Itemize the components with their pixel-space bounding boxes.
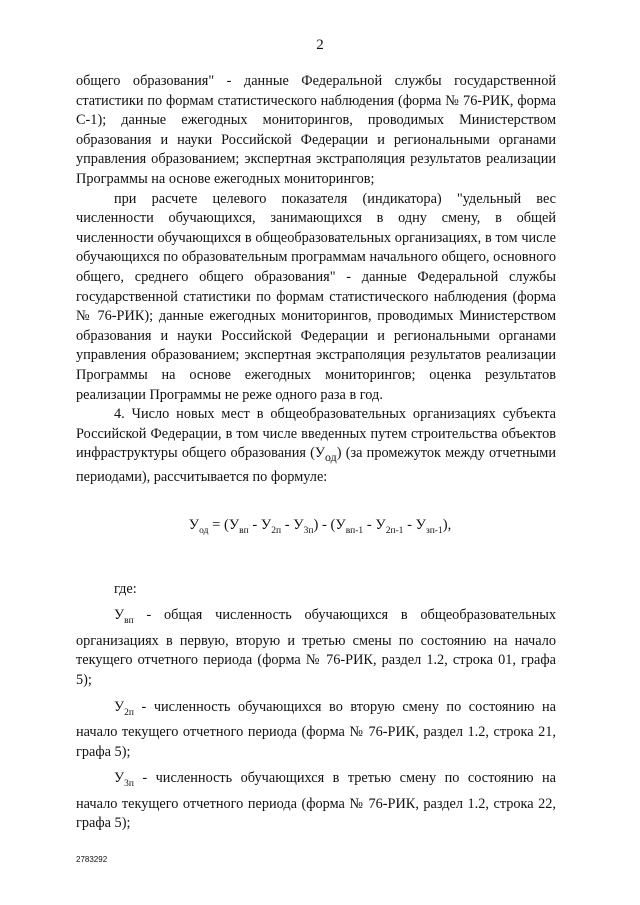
definition-text: - численность обучающихся во вторую смену по состоянию на начало текущего отчетного периода (форма № 76-РИК, раздел 1.2, строка 21, графа 5); — [76, 698, 556, 760]
formula-var: У — [335, 517, 346, 534]
definition-text: - общая численность обучающихся в общеобразовательных организациях в первую, вторую и третью смены по состоянию на начало текущего отчетного периода (форма № 76-РИК, раздел 1.2, строка 01, графа 5); — [76, 607, 556, 689]
formula-var: У — [188, 517, 200, 534]
definition-2p — [76, 698, 556, 763]
paragraph-3-text-a: 4. Число новых мест в общеобразовательных организациях субъекта Российской Федерации, в том числе введенных путем строительства объектов инфраструктуры общего образования (У — [76, 406, 556, 462]
definition-var: У — [114, 770, 125, 787]
formula-op: = ( — [208, 517, 229, 534]
paragraph-1: общего образования" - данные Федеральной службы государственной статистики по формам статистического наблюдения (форма № 76-РИК, форма С-1); данные ежегодных мониторингов, проводимых Министерством образования и науки Российской Федерации и региональными органами управления образованием; экспертная экстраполяция результатов реализации Программы на основе ежегодных мониторингов; — [76, 73, 556, 187]
formula-sub: од — [199, 526, 209, 537]
paragraph-3-text-b: ) (за промежуток между отчетными периодами), рассчитывается по формуле: — [76, 445, 556, 485]
formula-sub: вп — [239, 526, 249, 537]
definition-sub: 3п — [124, 779, 134, 790]
definition-var: У — [114, 698, 125, 715]
paragraph-3-subscript: од — [325, 450, 337, 465]
definition-vp — [76, 606, 556, 690]
formula-sub: 2п-1 — [385, 526, 404, 537]
formula-var: У — [415, 517, 426, 534]
definition-sub: вп — [124, 616, 134, 627]
formula — [84, 516, 556, 542]
paragraph-3 — [76, 405, 556, 487]
formula-op: ), — [442, 517, 452, 534]
formula-sub: 3п — [303, 526, 314, 537]
definition-var: У — [114, 607, 125, 624]
formula-var: У — [375, 517, 386, 534]
formula-sub: 2п — [271, 526, 282, 537]
formula-op: - — [281, 517, 294, 534]
definition-3p — [76, 769, 556, 834]
formula-op: - — [403, 517, 416, 534]
paragraph-2: при расчете целевого показателя (индикатора) "удельный вес численности обучающихся, занимающихся в одну смену, в общей численности обучающихся в общеобразовательных организациях, в том числе обучающихся по образовательным программам начального общего, основного общего, среднего общего образования" - данные Федеральной службы государственной статистики по формам статистического наблюдения (форма № 76-РИК); данные ежегодных мониторингов, проводимых Министерством образования и науки Российской Федерации и региональными органами управления образованием; экспертная экстраполяция результатов реализации Программы на основе ежегодных мониторингов; оценка результатов реализации Программы не реже одного раза в год. — [76, 190, 556, 403]
formula-op: - — [248, 517, 261, 534]
page-number: 2 — [316, 37, 324, 53]
formula-op: ) - ( — [313, 517, 336, 534]
formula-var: У — [260, 517, 272, 534]
formula-var: У — [293, 517, 304, 534]
formula-sub: зп-1 — [425, 526, 443, 537]
document-id: 2783292 — [76, 855, 108, 864]
definition-sub: 2п — [124, 707, 134, 718]
definition-text: - численность обучающихся в третью смену по состоянию на начало текущего отчетного периода (форма № 76-РИК, раздел 1.2, строка 22, графа 5); — [76, 770, 556, 832]
document-body — [76, 72, 556, 834]
formula-sub: вп-1 — [345, 526, 364, 537]
formula-op: - — [363, 517, 376, 534]
formula-var: У — [228, 517, 240, 534]
where-label: где: — [114, 580, 137, 597]
